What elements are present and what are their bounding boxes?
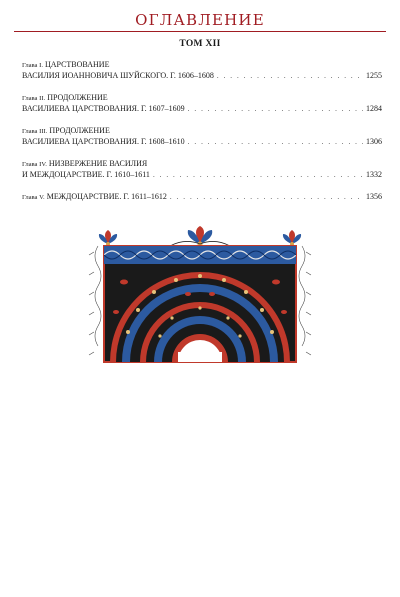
toc-entry-2[interactable] [22,93,382,114]
ornament-headpiece [88,222,312,370]
page-number[interactable]: 1306 [366,137,382,146]
arch-base [178,352,222,362]
chapter-subtitle: ВАСИЛИЕВА ЦАРСТВОВАНИЯ. Г. 1607–1609 [22,104,185,113]
toc-entry-line [22,159,382,170]
crest-flowers [99,226,301,247]
toc-entry-line [22,126,382,137]
chapter-subtitle: ВАСИЛИЕВА ЦАРСТВОВАНИЯ. Г. 1608–1610 [22,137,185,146]
chapter-label: Глава V. [22,194,45,201]
chapter-title: НИЗВЕРЖЕНИЕ ВАСИЛИЯ [48,159,148,168]
toc-entry-line [22,192,382,203]
dot-leaders [217,71,363,81]
table-of-contents [22,60,382,215]
chapter-label: Глава IV. [22,161,47,168]
chapter-label: Глава II. [22,95,46,102]
page-number[interactable]: 1284 [366,104,382,113]
toc-entry-line [22,71,382,81]
toc-entry-line [22,170,382,180]
toc-entry-line [22,60,382,71]
chapter-label: Глава III. [22,128,48,135]
volume-heading: ТОМ XII [179,39,221,49]
chapter-subtitle: МЕЖДОЦАРСТВИЕ. Г. 1611–1612 [46,192,167,201]
chapter-label: Глава I. [22,62,43,69]
toc-entry-line [22,104,382,114]
toc-entry-4[interactable] [22,159,382,180]
dot-leaders [188,104,363,114]
toc-entry-5[interactable] [22,192,382,203]
toc-entry-line [22,93,382,104]
dot-leaders [153,170,363,180]
page-number[interactable]: 1356 [366,192,382,201]
dot-leaders [188,137,363,147]
toc-entry-3[interactable] [22,126,382,147]
toc-entry-line [22,137,382,147]
chapter-title: ПРОДОЛЖЕНИЕ [47,93,108,102]
chapter-subtitle: ВАСИЛИЯ ИОАННОВИЧА ШУЙСКОГО. Г. 1606–1608 [22,71,214,80]
chapter-title: ПРОДОЛЖЕНИЕ [49,126,110,135]
page-number[interactable]: 1332 [366,170,382,179]
title-rule [14,31,386,32]
chapter-subtitle: И МЕЖДОЦАРСТВИЕ. Г. 1610–1611 [22,170,150,179]
toc-entry-1[interactable] [22,60,382,81]
chapter-title: ЦАРСТВОВАНИЕ [44,60,110,69]
page-number[interactable]: 1255 [366,71,382,80]
dot-leaders [170,192,363,202]
blue-band [104,246,296,264]
page-title: ОГЛАВЛЕНИЕ [135,11,265,29]
